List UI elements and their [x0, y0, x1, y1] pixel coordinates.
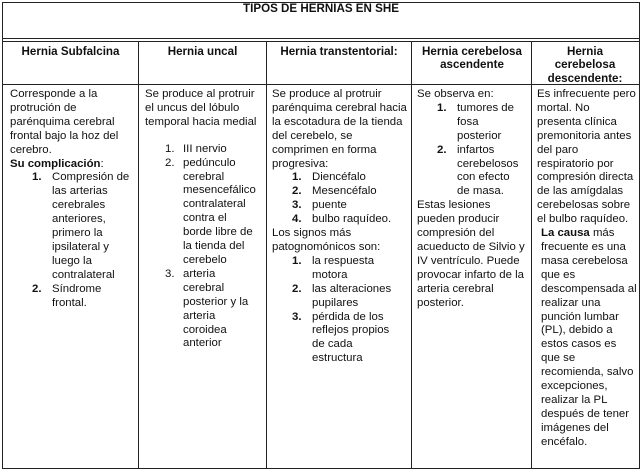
list-item-text: puente	[312, 199, 347, 212]
list-item	[272, 185, 408, 199]
list-item	[272, 199, 408, 213]
descendente-cause	[537, 227, 637, 450]
table-border-right	[639, 2, 640, 469]
cell-uncal	[145, 88, 263, 351]
list-number: 2.	[437, 143, 447, 156]
list-item-text: Diencéfalo	[312, 171, 366, 184]
list-item-text: arteria cerebral posterior y la arteria coroidea anterior	[183, 267, 249, 350]
column-divider-3	[411, 41, 412, 469]
column-divider-4	[531, 41, 532, 469]
list-item-text: pedúnculo cerebral mesencefálico contralateral contra el borde libre de la tienda del cerebelo	[183, 156, 256, 266]
list-item-text: pérdida de los reflejos propios de cada estructura	[312, 310, 390, 365]
list-item	[272, 171, 408, 185]
list-item	[145, 143, 254, 157]
descendente-cause-label: La causa	[541, 227, 590, 240]
list-number: 2.	[292, 185, 302, 198]
subfalcina-complication-list	[10, 171, 132, 310]
list-item-text: la respuesta motora	[312, 254, 375, 281]
list-number: 2.	[292, 282, 302, 295]
header-transtentorial: Hernia transtentorial:	[280, 45, 398, 58]
list-item	[417, 102, 519, 144]
list-number: 3.	[165, 267, 175, 280]
list-item-text: tumores de fosa posterior	[457, 101, 514, 142]
list-number: 3.	[292, 199, 302, 212]
transtentorial-list	[272, 171, 408, 227]
list-item	[272, 255, 400, 283]
list-number: 1.	[292, 171, 302, 184]
list-item	[272, 311, 400, 367]
transtentorial-intro: Se produce al protruir parénquima cerebral hacia la escotadura de la tienda del cerebelo, se comprimen en forma progresiva:	[272, 88, 407, 170]
transtentorial-signs-list	[272, 255, 408, 366]
uncal-intro: Se produce al protruir el uncus del lóbulo temporal hacia medial	[145, 88, 257, 128]
ascendente-intro: Se observa en:	[417, 88, 494, 100]
list-item-text: Mesencéfalo	[312, 185, 377, 198]
descendente-text-2: más frecuente es una masa cerebelosa que es descompensada al realizar una punción lumbar (PL), debido a estos casos es que se recomienda, salvo excepciones, realizar la PL después de tener imágenes del encéfalo.	[541, 227, 637, 448]
column-divider-1	[138, 41, 139, 469]
table-border-left	[2, 2, 3, 469]
header-subfalcina: Hernia Subfalcina	[21, 45, 120, 58]
ascendente-text: Estas lesiones pueden producir compresión del acueducto de Silvio y IV ventrículo. Puede provocar infarto de la arteria cerebral posterior.	[417, 199, 525, 309]
list-item-text: las alteraciones pupilares	[312, 282, 392, 309]
list-number: 4.	[292, 213, 302, 226]
table-title: TIPOS DE HERNIAS EN SHE	[243, 2, 399, 15]
list-item	[417, 144, 523, 200]
list-number: 3.	[292, 310, 302, 323]
cell-transtentorial	[272, 88, 408, 366]
cell-cerebelosa-ascendente	[417, 88, 529, 311]
list-item-text: Síndrome frontal.	[52, 282, 102, 309]
list-item	[272, 213, 408, 227]
header-uncal: Hernia uncal	[167, 45, 238, 58]
cell-subfalcina	[10, 88, 132, 311]
subfalcina-intro: Corresponde a la protrución de parénquima cerebral frontal bajo la hoz del cerebro.	[10, 88, 119, 156]
subfalcina-complication-label: Su complicación	[10, 157, 101, 170]
list-item-text: bulbo raquídeo.	[312, 213, 392, 226]
cell-cerebelosa-descendente	[537, 88, 637, 450]
table-border-bottom	[2, 468, 640, 469]
title-divider-2	[2, 41, 640, 42]
subfalcina-complication-heading	[10, 158, 132, 172]
title-divider-1	[2, 38, 640, 39]
list-item	[145, 268, 259, 351]
descendente-text-1: Es infrecuente pero mortal. No presenta clínica premonitoria antes del paro respiratorio por compresión directa de las amígdalas cerebelosas sobre el bulbo raquídeo.	[537, 88, 636, 226]
subfalcina-complication-colon: :	[100, 157, 104, 170]
list-number: 1.	[165, 142, 175, 155]
list-item-text: III nervio	[183, 142, 227, 155]
column-divider-2	[266, 41, 267, 469]
list-item	[10, 283, 132, 311]
list-item	[10, 171, 132, 282]
list-number: 1.	[437, 101, 447, 114]
transtentorial-signs-intro: Los signos más patognomónicos son:	[272, 227, 381, 253]
list-number: 2.	[32, 282, 42, 295]
list-item	[145, 157, 254, 268]
list-number: 2.	[165, 156, 175, 169]
ascendente-list	[417, 102, 529, 199]
list-number: 1.	[32, 171, 42, 184]
uncal-list	[145, 143, 263, 352]
list-number: 1.	[292, 254, 302, 267]
list-item	[272, 283, 400, 311]
list-item-text: Compresión de las arterias cerebrales anteriores, primero la ipsilateral y luego la contralateral	[52, 171, 130, 281]
header-cerebelosa-descendente: Hernia cerebelosa descendente:	[547, 45, 623, 85]
header-cerebelosa-ascendente: Hernia cerebelosa ascendente	[422, 45, 522, 72]
list-item-text: infartos cerebelosos con efecto de masa.	[457, 143, 519, 198]
